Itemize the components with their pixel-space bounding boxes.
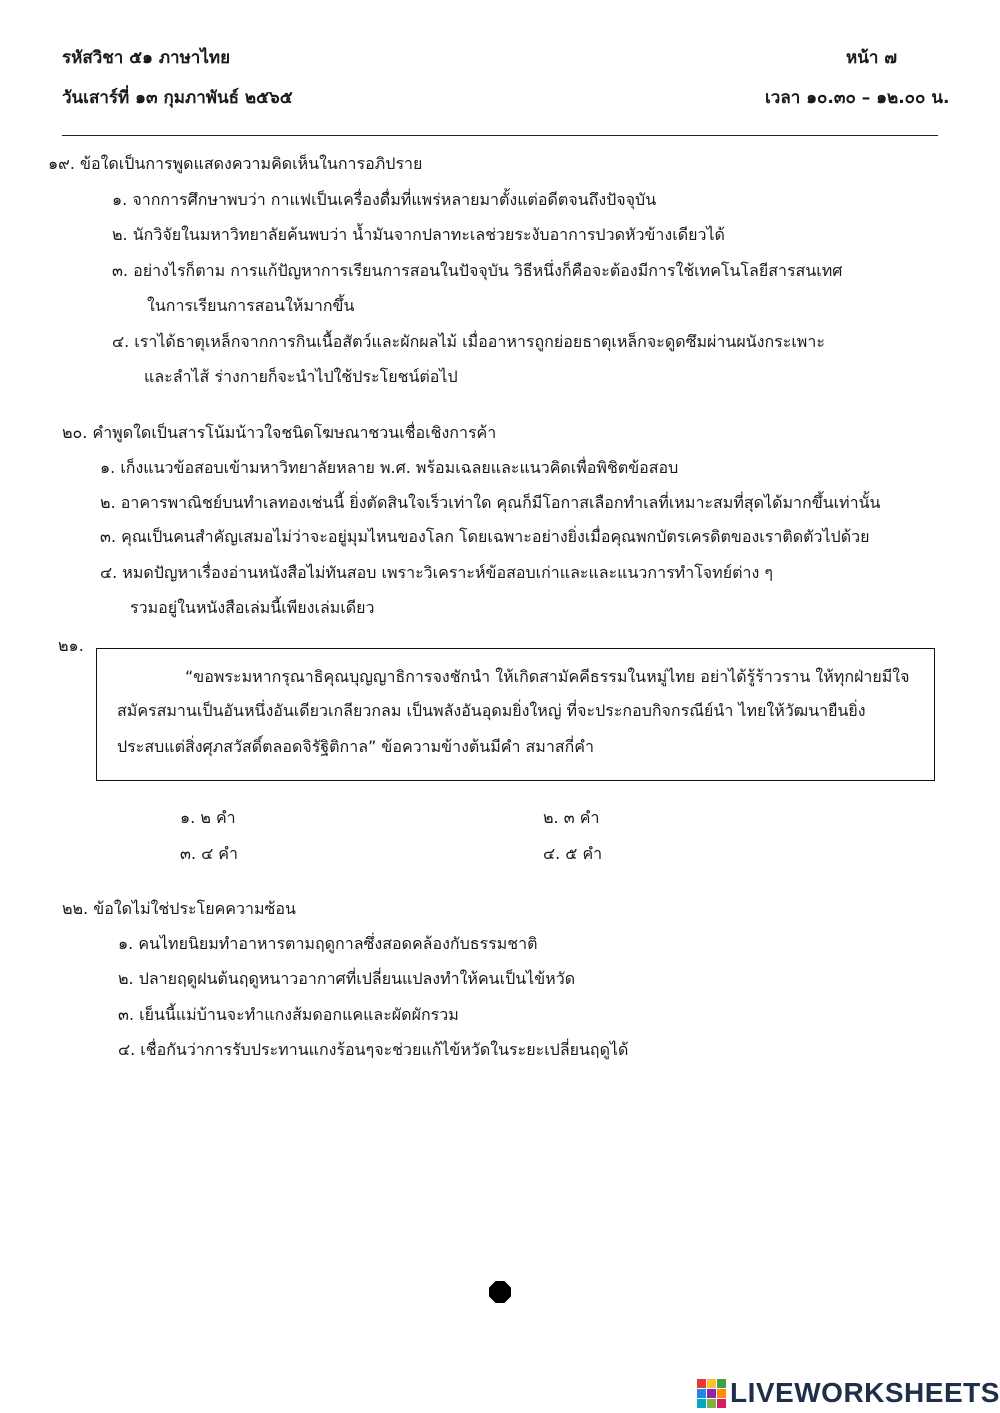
quote-line-3: ประสบแต่สิ่งศุภสวัสดิ์ตลอดจิรัฐิติกาล” ข้อความข้างต้นมีคำ สมาสกี่คำ	[117, 737, 594, 756]
logo-square	[707, 1379, 716, 1388]
question-21-option-4[interactable]: ๔. ๕ คำ	[543, 844, 603, 863]
exam-time: เวลา ๑๐.๓๐ – ๑๒.๐๐ น.	[765, 88, 950, 108]
question-19-option-4[interactable]: ๔. เราได้ธาตุเหล็กจากการกินเนื้อสัตว์และผักผลไม้ เมื่ออาหารถูกย่อยธาตุเหล็กจะดูดซึมผ่านผนังกระเพาะ	[112, 332, 825, 351]
question-20-option-3[interactable]: ๓. คุณเป็นคนสำคัญเสมอไม่ว่าจะอยู่มุมไหนของโลก โดยเฉพาะอย่างยิ่งเมื่อคุณพกบัตรเครดิตของเราติดตัวไปด้วย	[100, 527, 870, 546]
logo-square	[707, 1389, 716, 1398]
exam-date: วันเสาร์ที่ ๑๓ กุมภาพันธ์ ๒๕๖๕	[62, 88, 293, 108]
question-21-option-1[interactable]: ๑. ๒ คำ	[180, 808, 236, 827]
question-22-option-4[interactable]: ๔. เชื่อกันว่าการรับประทานแกงร้อนๆจะช่วยแก้ไข้หวัดในระยะเปลี่ยนฤดูได้	[118, 1040, 629, 1059]
question-21-option-3[interactable]: ๓. ๔ คำ	[180, 844, 238, 863]
octagon-bullet-icon	[489, 1281, 511, 1303]
liveworksheets-brand-text: LIVEWORKSHEETS	[730, 1377, 1000, 1408]
question-21-number: ๒๑.	[58, 636, 84, 655]
quote-line-2: สมัครสมานเป็นอันหนึ่งอันเดียวเกลียวกลม เป็นพลังอันอุดมยิ่งใหญ่ ที่จะประกอบกิจกรณีย์นำ ไทยให้วัฒนายืนยิ่ง	[117, 701, 866, 720]
question-19-option-3[interactable]: ๓. อย่างไรก็ตาม การแก้ปัญหาการเรียนการสอนในปัจจุบัน วิธีหนึ่งก็คือจะต้องมีการใช้เทคโนโลยีสารสนเทศ	[112, 261, 843, 280]
question-19-prompt: ๑๙. ข้อใดเป็นการพูดแสดงความคิดเห็นในการอภิปราย	[48, 154, 423, 173]
logo-square	[717, 1379, 726, 1388]
question-22-option-3[interactable]: ๓. เย็นนี้แม่บ้านจะทำแกงส้มดอกแคและผัดผักรวม	[118, 1005, 459, 1024]
liveworksheets-logo[interactable]	[697, 1377, 1000, 1409]
question-19-option-4-cont: และลำไส้ ร่างกายก็จะนำไปใช้ประโยชน์ต่อไป	[144, 367, 458, 386]
logo-square	[697, 1379, 706, 1388]
header-divider	[62, 135, 938, 136]
logo-square	[707, 1399, 716, 1408]
course-code: รหัสวิชา ๕๑ ภาษาไทย	[62, 48, 231, 68]
question-22-option-1[interactable]: ๑. คนไทยนิยมทำอาหารตามฤดูกาลซึ่งสอดคล้องกับธรรมชาติ	[118, 934, 538, 953]
question-19-option-2[interactable]: ๒. นักวิจัยในมหาวิทยาลัยค้นพบว่า น้ำมันจากปลาทะเลช่วยระงับอาการปวดหัวข้างเดียวได้	[112, 225, 725, 244]
page-number: หน้า ๗	[846, 48, 898, 68]
question-22-option-2[interactable]: ๒. ปลายฤดูฝนต้นฤดูหนาวอากาศที่เปลี่ยนแปลงทำให้คนเป็นไข้หวัด	[118, 969, 576, 988]
question-20-option-4[interactable]: ๔. หมดปัญหาเรื่องอ่านหนังสือไม่ทันสอบ เพราะวิเคราะห์ข้อสอบเก่าและและแนวการทำโจทย์ต่าง ๆ	[100, 563, 773, 582]
quote-box	[96, 648, 935, 781]
liveworksheets-grid-icon	[697, 1379, 726, 1408]
quote-line-1: “ขอพระมหากรุณาธิคุณบุญญาธิการจงชักนำ ให้เกิดสามัคคีธรรมในหมู่ไทย อย่าได้รู้ร้าวราน ให้ทุกฝ่ายมีใจ	[185, 667, 910, 686]
logo-square	[697, 1399, 706, 1408]
question-19-option-1[interactable]: ๑. จากการศึกษาพบว่า กาแฟเป็นเครื่องดื่มที่แพร่หลายมาตั้งแต่อดีตจนถึงปัจจุบัน	[112, 190, 657, 209]
question-20-option-1[interactable]: ๑. เก็งแนวข้อสอบเข้ามหาวิทยาลัยหลาย พ.ศ. พร้อมเฉลยและแนวคิดเพื่อพิชิตข้อสอบ	[100, 458, 679, 477]
logo-square	[697, 1389, 706, 1398]
logo-square	[717, 1399, 726, 1408]
question-21-option-2[interactable]: ๒. ๓ คำ	[543, 808, 600, 827]
question-20-option-2[interactable]: ๒. อาคารพาณิชย์บนทำเลทองเช่นนี้ ยิ่งตัดสินใจเร็วเท่าใด คุณก็มีโอกาสเลือกทำเลที่เหมาะสมที่สุดได้มากขึ้นเท่านั้น	[100, 493, 881, 512]
question-20-option-4-cont: รวมอยู่ในหนังสือเล่มนี้เพียงเล่มเดียว	[130, 598, 375, 617]
question-19-option-3-cont: ในการเรียนการสอนให้มากขึ้น	[147, 296, 355, 315]
question-20-prompt: ๒๐. คำพูดใดเป็นสารโน้มน้าวใจชนิดโฆษณาชวนเชื่อเชิงการค้า	[62, 423, 497, 442]
question-22-prompt: ๒๒. ข้อใดไม่ใช่ประโยคความซ้อน	[62, 899, 296, 918]
logo-square	[717, 1389, 726, 1398]
